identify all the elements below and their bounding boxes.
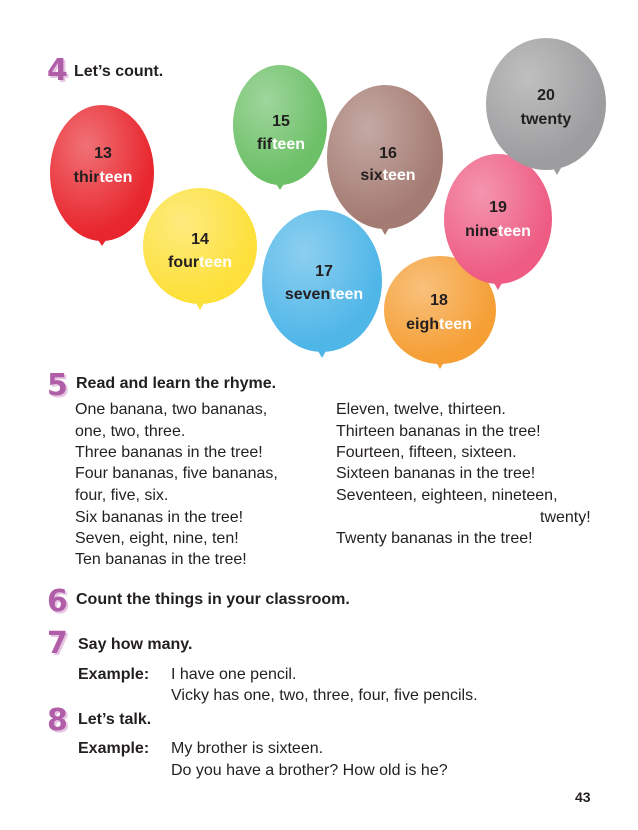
balloon-word-suffix: teen	[438, 316, 472, 333]
balloon-number: 14	[191, 231, 209, 248]
page-number: 43	[575, 789, 591, 805]
example-line: I have one pencil.	[171, 666, 297, 683]
section-number-7: 7	[47, 626, 68, 661]
rhyme-line: Ten bananas in the tree!	[75, 551, 247, 568]
example-label: Example:	[78, 740, 150, 757]
balloon-14	[143, 188, 257, 310]
balloons-illustration	[0, 0, 638, 370]
balloon-17	[262, 210, 382, 358]
section-7-title: Say how many.	[78, 636, 193, 653]
balloon-13	[50, 105, 154, 246]
rhyme-line: Seventeen, eighteen, nineteen,	[336, 487, 558, 504]
balloon-word-base: thir	[73, 169, 100, 186]
balloon-number: 19	[489, 199, 507, 216]
rhyme-line: One banana, two bananas,	[75, 401, 268, 418]
rhyme-line: Fourteen, fifteen, sixteen.	[336, 444, 517, 461]
rhyme-line: four, five, six.	[75, 487, 169, 504]
svg-text:nineteen	[465, 223, 531, 240]
balloon-number: 15	[272, 113, 290, 130]
section-number-5: 5	[47, 368, 68, 403]
section-8-title: Let’s talk.	[78, 711, 152, 728]
balloon-word-suffix: teen	[99, 169, 133, 186]
rhyme-line: one, two, three.	[75, 423, 186, 440]
balloon-word-base: six	[360, 167, 383, 184]
balloon-word-suffix: teen	[199, 254, 233, 271]
rhyme-line: Three bananas in the tree!	[75, 444, 263, 461]
balloon-word-base: eigh	[406, 316, 439, 333]
rhyme-line: twenty!	[540, 509, 591, 526]
rhyme-line: Four bananas, five bananas,	[75, 465, 278, 482]
balloon-word-base: fif	[256, 136, 273, 153]
section-5-title: Read and learn the rhyme.	[76, 375, 277, 392]
balloon-16	[327, 85, 443, 235]
rhyme-line: Eleven, twelve, thirteen.	[336, 401, 506, 418]
rhyme-line: Six bananas in the tree!	[75, 509, 244, 526]
example-line: My brother is sixteen.	[171, 740, 324, 757]
svg-text:fifteen	[257, 136, 305, 153]
section-number-4: 4	[47, 53, 68, 88]
example-line: Do you have a brother? How old is he?	[171, 762, 448, 779]
rhyme-line: Thirteen bananas in the tree!	[336, 423, 541, 440]
section-number-8: 8	[47, 703, 68, 738]
balloon-number: 18	[430, 292, 448, 309]
section-4-title: Let’s count.	[74, 63, 164, 80]
balloon-word-suffix: teen	[330, 286, 364, 303]
svg-text:twenty	[521, 111, 572, 128]
balloon-number: 17	[315, 263, 333, 280]
balloon-word-base: twenty	[520, 111, 572, 128]
svg-text:seventeen	[285, 286, 363, 303]
balloon-15	[233, 65, 327, 190]
rhyme-line: Sixteen bananas in the tree!	[336, 465, 536, 482]
section-6-title: Count the things in your classroom.	[76, 591, 350, 608]
balloon-word-base: four	[167, 254, 200, 271]
example-label: Example:	[78, 666, 150, 683]
balloon-number: 13	[94, 145, 112, 162]
section-number-6: 6	[47, 584, 68, 619]
example-line: Vicky has one, two, three, four, five pencils.	[171, 687, 478, 704]
svg-text:fourteen	[168, 254, 232, 271]
balloon-number: 20	[537, 87, 555, 104]
balloon-number: 16	[379, 145, 397, 162]
rhyme-line: Seven, eight, nine, ten!	[75, 530, 239, 547]
rhyme-line: Twenty bananas in the tree!	[336, 530, 533, 547]
svg-text:sixteen	[360, 167, 415, 184]
balloon-word-suffix: teen	[272, 136, 306, 153]
svg-text:thirteen	[74, 169, 133, 186]
svg-text:eighteen	[406, 316, 472, 333]
balloon-word-suffix: teen	[382, 167, 416, 184]
balloon-word-suffix: teen	[497, 223, 531, 240]
balloon-word-base: nine	[465, 223, 498, 240]
balloon-word-base: seven	[284, 286, 331, 303]
